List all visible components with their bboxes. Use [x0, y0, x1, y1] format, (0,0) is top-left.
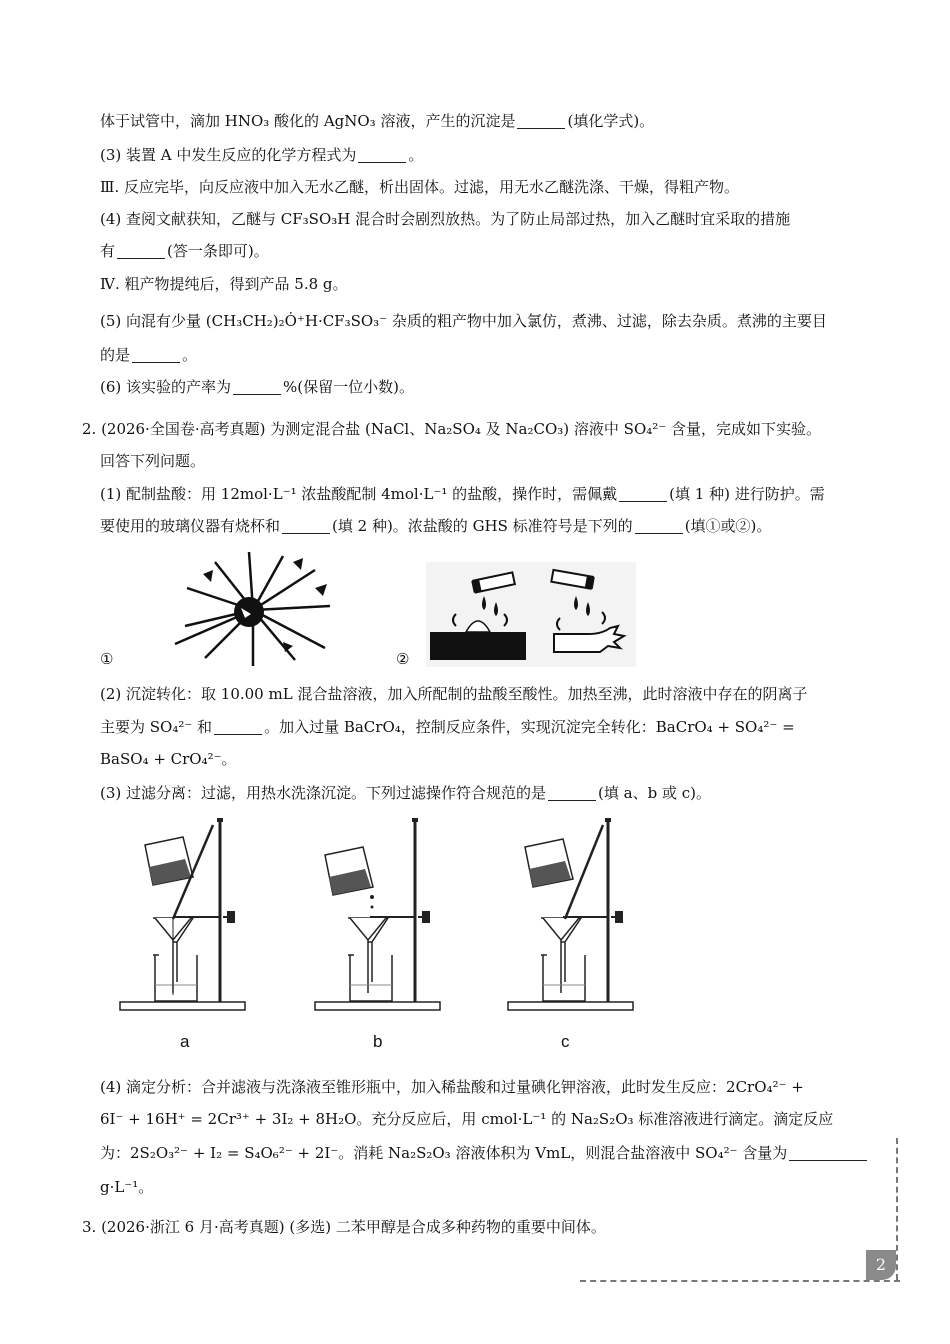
filtration-setup-figure — [115, 815, 635, 1025]
apparatus-b-label: b — [373, 1032, 383, 1051]
answer-blank[interactable] — [548, 784, 596, 801]
q2-part4-line1: (4) 滴定分析：合并滤液与洗涤液至锥形瓶中，加入稀盐酸和过量碘化钾溶液，此时发生反应：2CrO₄²⁻ + — [100, 1078, 804, 1096]
q2-part4-line2: 6I⁻ + 16H⁺ = 2Cr³⁺ + 3I₂ + 8H₂O。充分反应后，用 cmol·L⁻¹ 的 Na₂S₂O₃ 标准溶液进行滴定。滴定反应 — [100, 1110, 834, 1128]
page-border-vertical — [896, 1138, 898, 1280]
q2-part2-line3: BaSO₄ + CrO₄²⁻。 — [100, 750, 237, 768]
question-2-prompt: 回答下列问题。 — [100, 452, 206, 470]
answer-blank[interactable] — [282, 517, 330, 534]
text-line-2: (3) 装置 A 中发生反应的化学方程式为 。 — [100, 146, 424, 164]
answer-blank[interactable] — [214, 718, 262, 735]
q2-part2-line1: (2) 沉淀转化：取 10.00 mL 混合盐溶液，加入所配制的盐酸至酸性。加热至沸，此时溶液中存在的阴离子 — [100, 685, 808, 703]
question-3-stem: 3. (2026·浙江 6 月·高考真题) (多选) 二苯甲醇是合成多种药物的重要中间体。 — [82, 1218, 606, 1236]
answer-blank[interactable] — [635, 517, 683, 534]
answer-blank[interactable] — [517, 112, 565, 129]
explosive-symbol — [165, 548, 340, 670]
apparatus-a — [120, 818, 245, 1010]
text-line-1: 体于试管中，滴加 HNO₃ 酸化的 AgNO₃ 溶液，产生的沉淀是 (填化学式)。 — [100, 112, 655, 130]
q2-part3-line1: (3) 过滤分离：过滤，用热水洗涤沉淀。下列过滤操作符合规范的是 (填 a、b 或 c)。 — [100, 784, 711, 802]
q2-part4-line4: g·L⁻¹。 — [100, 1178, 154, 1196]
answer-blank[interactable] — [789, 1144, 867, 1161]
answer-blank[interactable] — [132, 346, 180, 363]
text-line-8: 的是 。 — [100, 346, 198, 364]
q2-part1-line1: (1) 配制盐酸：用 12mol·L⁻¹ 浓盐酸配制 4mol·L⁻¹ 的盐酸，操作时，需佩戴 (填 1 种) 进行防护。需 — [100, 485, 825, 503]
answer-blank[interactable] — [358, 146, 406, 163]
page-border-horizontal — [580, 1280, 900, 1282]
question-2-stem: 2. (2026·全国卷·高考真题) 为测定混合盐 (NaCl、Na₂SO₄ 及 Na₂CO₃) 溶液中 SO₄²⁻ 含量，完成如下实验。 — [82, 420, 821, 438]
answer-blank[interactable] — [117, 242, 165, 259]
q2-part1-line2: 要使用的玻璃仪器有烧杯和 (填 2 种)。浓盐酸的 GHS 标准符号是下列的 (填①或②)。 — [100, 517, 772, 535]
answer-blank[interactable] — [619, 485, 667, 502]
apparatus-a-label: a — [180, 1032, 190, 1051]
corrosive-symbol — [426, 562, 636, 667]
q2-part4-line3: 为：2S₂O₃²⁻ + I₂ = S₄O₆²⁻ + 2I⁻。消耗 Na₂S₂O₃ 溶液体积为 VmL，则混合盐溶液中 SO₄²⁻ 含量为 — [100, 1142, 869, 1164]
apparatus-b — [315, 818, 440, 1010]
apparatus-c — [508, 818, 633, 1010]
text-line-9: (6) 该实验的产率为 %(保留一位小数)。 — [100, 378, 414, 396]
text-line-3: Ⅲ. 反应完毕，向反应液中加入无水乙醚，析出固体。过滤，用无水乙醚洗涤、干燥，得粗产物。 — [100, 178, 740, 196]
text-line-7: (5) 向混有少量 (CH₃CH₂)₂Ȯ⁺H·CF₃SO₃⁻ 杂质的粗产物中加入氯仿，煮沸、过滤，除去杂质。煮沸的主要目 — [100, 312, 827, 330]
text-line-6: Ⅳ. 粗产物提纯后，得到产品 5.8 g。 — [100, 275, 348, 293]
figure-label-1: ① — [100, 650, 114, 668]
text-line-4: (4) 查阅文献获知，乙醚与 CF₃SO₃H 混合时会剧烈放热。为了防止局部过热，加入乙醚时宜采取的措施 — [100, 210, 791, 228]
figure-label-2: ② — [396, 650, 410, 668]
apparatus-c-label: c — [561, 1032, 570, 1051]
answer-blank[interactable] — [233, 378, 281, 395]
page-number: 2 — [866, 1250, 896, 1280]
text-line-5: 有 (答一条即可)。 — [100, 242, 269, 260]
q2-part2-line2: 主要为 SO₄²⁻ 和 。加入过量 BaCrO₄，控制反应条件，实现沉淀完全转化：BaCrO₄ + SO₄²⁻ = — [100, 718, 795, 736]
